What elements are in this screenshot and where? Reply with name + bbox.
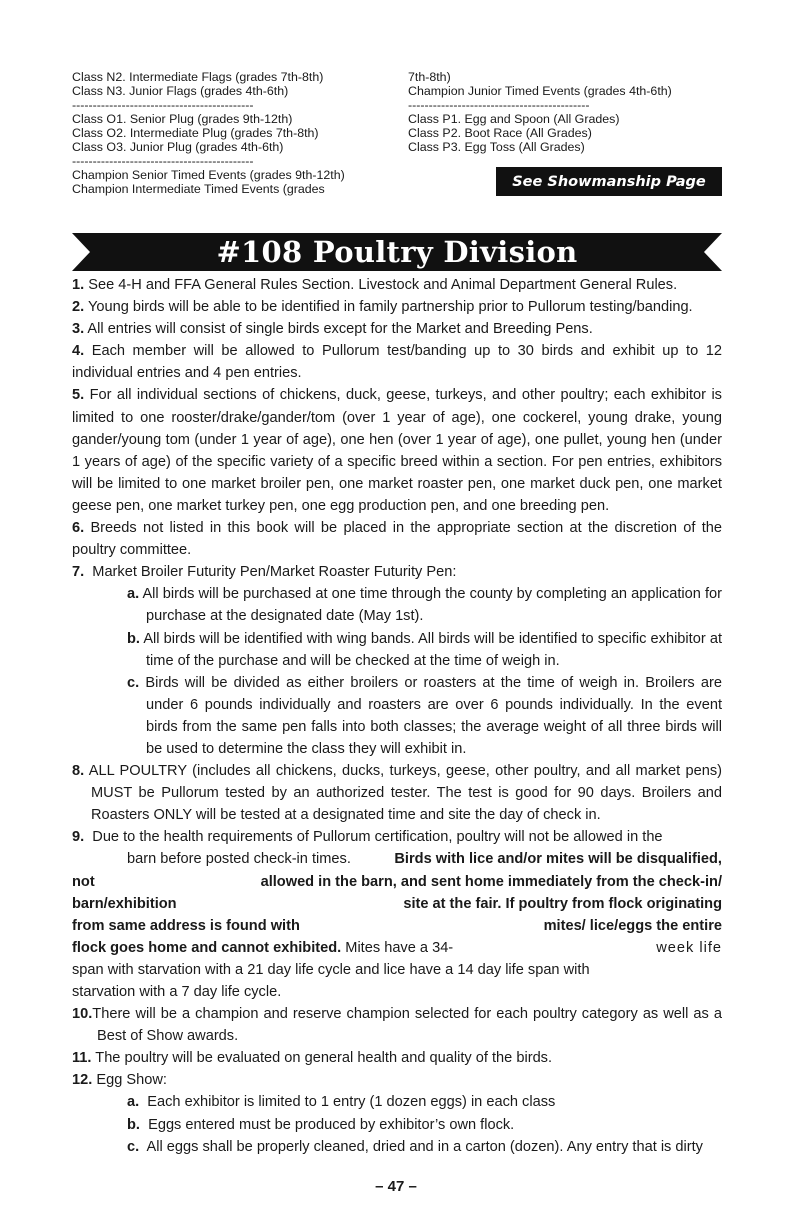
class-line: Class N2. Intermediate Flags (grades 7th-8th) — [72, 70, 324, 84]
rule-text-bold: allowed in the barn, and sent home immediately from the check-in/ — [260, 873, 722, 890]
class-line: Champion Junior Timed Events (grades 4th-6th) — [408, 84, 672, 98]
rule-text: Market Broiler Futurity Pen/Market Roaster Futurity Pen: — [92, 564, 457, 581]
rule-number: 4. — [72, 343, 85, 360]
rule-8 — [72, 760, 722, 826]
rule-text: Birds will be divided as either broilers or roasters at the time of weigh in. Broilers are under 6 pounds individually and roasters are over 6 pounds individually. In the event birds from the same pen falls into both classes; the average weight of all three birds will be used to determine the class they will exhibit in. — [145, 674, 722, 757]
class-line: Class O1. Senior Plug (grades 9th-12th) — [72, 112, 293, 126]
rule-text-bold: Birds with lice and/or mites will be disqualified, — [394, 851, 722, 868]
rule-text: All birds will be purchased at one time through the county by completing an application for purchase at the designated date (May 1st). — [142, 586, 723, 625]
rule-12a — [72, 1091, 722, 1113]
rule-9-segment — [72, 937, 453, 959]
rule-text: All eggs shall be properly cleaned, dried and in a carton (dozen). Any entry that is dirty — [146, 1138, 703, 1155]
rule-9 — [72, 826, 722, 1003]
rule-12c — [72, 1136, 722, 1158]
rule-9-line — [72, 848, 722, 870]
rule-9-line — [72, 871, 722, 893]
division-title: #108 Poultry Division — [216, 235, 578, 269]
rule-text: Each member will be allowed to Pullorum test/banding up to 30 birds and exhibit up to 12 individual entries and 4 pen entries. — [72, 343, 723, 382]
rule-9-line: starvation with a 7 day life cycle. — [72, 984, 282, 1000]
rule-text: Young birds will be able to be identified in family partnership prior to Pullorum testing/banding. — [87, 299, 693, 316]
rule-number: 9. — [72, 829, 85, 846]
rule-text: See 4-H and FFA General Rules Section. Livestock and Animal Department General Rules. — [88, 277, 678, 293]
rule-text: ALL POULTRY (includes all chickens, ducks, turkeys, geese, other poultry, and all market pens) MUST be Pullorum tested by an authorized tester. The test is good for 90 days. Broilers and Roasters ONLY will be tested at a designated time and site the day of check in. — [88, 763, 722, 824]
dashed-divider: -------------------------------------------- — [408, 98, 590, 112]
rule-4 — [72, 340, 722, 384]
rule-text: Breeds not listed in this book will be placed in the appropriate section at the discretion of the poultry committee. — [72, 520, 722, 559]
rule-text: Mites have a 34- — [345, 939, 454, 956]
rule-number: 12. — [72, 1072, 93, 1089]
class-line: Class P3. Egg Toss (All Grades) — [408, 140, 585, 154]
top-left-class-list — [72, 70, 392, 196]
rule-text-bold: mites/ lice/eggs the entire — [543, 917, 722, 934]
rule-3 — [72, 318, 722, 340]
rules-body — [72, 274, 722, 1158]
rule-6 — [72, 517, 722, 561]
rule-1 — [72, 274, 722, 296]
rule-number: 5. — [72, 387, 85, 404]
rule-number: 11. — [72, 1050, 92, 1067]
rule-text: The poultry will be evaluated on general health and quality of the birds. — [95, 1050, 553, 1067]
rule-9-line — [72, 893, 722, 915]
division-banner — [72, 233, 722, 271]
rule-12b — [72, 1114, 722, 1136]
rule-number: c. — [127, 674, 140, 691]
class-line: Champion Senior Timed Events (grades 9th-12th) — [72, 168, 345, 182]
top-right-class-list — [408, 70, 728, 154]
rule-number: 1. — [72, 277, 85, 293]
rule-7a — [72, 583, 722, 627]
rule-number: a. — [127, 1094, 140, 1111]
rule-number: a. — [127, 586, 140, 603]
rule-number: 7. — [72, 564, 85, 581]
rule-text: All entries will consist of single birds except for the Market and Breeding Pens. — [87, 321, 593, 338]
class-line: Class O3. Junior Plug (grades 4th-6th) — [72, 140, 284, 154]
rule-text-bold: flock goes home and cannot exhibited. — [72, 939, 342, 956]
rule-text: Eggs entered must be produced by exhibitor’s own flock. — [148, 1116, 515, 1133]
rule-text: All birds will be identified with wing bands. All birds will be identified to specific exhibitor at time of the purchase and will be checked at the time of weigh in. — [143, 630, 722, 669]
rule-9-line — [72, 826, 722, 848]
class-line: Class N3. Junior Flags (grades 4th-6th) — [72, 84, 289, 98]
dashed-divider: -------------------------------------------- — [72, 154, 254, 168]
rule-text: Due to the health requirements of Pullorum certification, poultry will not be allowed in the — [92, 829, 663, 846]
rule-number: b. — [127, 630, 140, 647]
rule-text-bold: not — [72, 873, 95, 890]
rule-9-line — [72, 915, 722, 937]
rule-7 — [72, 561, 722, 583]
rule-7b — [72, 628, 722, 672]
class-line: 7th-8th) — [408, 70, 451, 84]
class-line: Class O2. Intermediate Plug (grades 7th-8th) — [72, 126, 319, 140]
rule-7c — [72, 672, 722, 760]
rule-number: 8. — [72, 763, 85, 780]
rule-text: For all individual sections of chickens, duck, geese, turkeys, and other poultry; each exhibitor is limited to one rooster/drake/gander/tom (over 1 year of age), one cockerel, young drake, young gander/young tom (under 1 year of age), one hen (over 1 year of age), one pullet, young hen (under 1 years of age) of the specific variety of a specific breed within a section. For pen entries, exhibitors will be limited to one market broiler pen, one market roaster pen, one market duck pen, one market geese pen, one market turkey pen, one egg production pen, and one breeding pen. — [72, 387, 722, 514]
rule-5 — [72, 384, 722, 517]
page-number: – 47 – — [375, 1178, 417, 1195]
rule-text-bold: barn/exhibition — [72, 895, 177, 912]
rule-10 — [72, 1003, 722, 1047]
class-line: Class P2. Boot Race (All Grades) — [408, 126, 592, 140]
rule-text: week life — [656, 939, 722, 956]
dashed-divider: -------------------------------------------- — [72, 98, 254, 112]
rule-number: 10. — [72, 1006, 93, 1023]
rule-9-line — [72, 937, 722, 959]
rule-text: Each exhibitor is limited to 1 entry (1 dozen eggs) in each class — [147, 1094, 556, 1111]
rule-number: 6. — [72, 520, 85, 537]
rule-text-bold: from same address is found with — [72, 917, 300, 934]
rule-11 — [72, 1047, 722, 1069]
rule-9-line: span with starvation with a 21 day life cycle and lice have a 14 day life span with — [72, 961, 590, 978]
rule-12 — [72, 1069, 722, 1091]
class-line: Champion Intermediate Timed Events (grades — [72, 182, 325, 196]
rule-number: b. — [127, 1116, 140, 1133]
rule-text-bold: site at the fair. If poultry from flock originating — [403, 895, 722, 912]
rule-text: barn before posted check-in times. — [127, 851, 351, 868]
rule-text: Egg Show: — [96, 1072, 167, 1089]
rule-number: c. — [127, 1138, 140, 1155]
rule-number: 3. — [72, 321, 85, 338]
class-line: Class P1. Egg and Spoon (All Grades) — [408, 112, 620, 126]
rule-number: 2. — [72, 299, 85, 316]
rule-2 — [72, 296, 722, 318]
see-showmanship-page-label: See Showmanship Page — [496, 167, 722, 196]
rule-text: There will be a champion and reserve champion selected for each poultry category as well as a Best of Show awards. — [92, 1006, 722, 1045]
